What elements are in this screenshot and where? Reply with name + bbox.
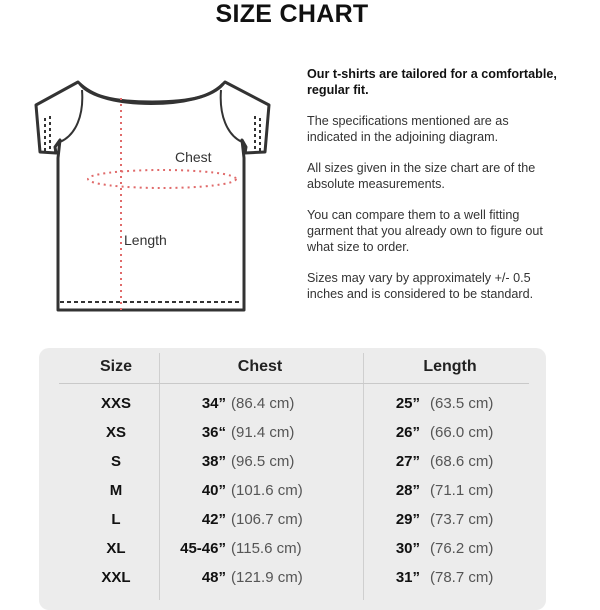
table-row <box>0 422 600 444</box>
table-row <box>0 567 600 589</box>
size-cell: M <box>109 482 123 499</box>
chest-inches-cell: 40” <box>201 482 226 499</box>
page-title: SIZE CHART <box>215 0 369 28</box>
header-length: Length <box>423 358 477 375</box>
table-row <box>0 480 600 502</box>
header-separator <box>59 383 529 384</box>
chest-inches-cell: 42” <box>201 511 226 528</box>
table-row <box>0 538 600 560</box>
size-cell: L <box>111 511 121 528</box>
length-label: Length <box>124 232 167 248</box>
length-inches-cell: 28” <box>395 482 420 499</box>
table-row <box>0 393 600 415</box>
table-divider <box>363 353 364 600</box>
description-intro: Our t-shirts are tailored for a comfortable, regular fit. <box>307 67 557 97</box>
description-paragraph: You can compare them to a well fitting garment that you already own to figure out what size to order. <box>307 208 543 254</box>
description-paragraph: All sizes given in the size chart are of the absolute measurements. <box>307 161 536 191</box>
chest-cm-cell: (101.6 cm) <box>231 482 303 499</box>
shirt-body-outline <box>36 82 269 310</box>
length-cm-cell: (71.1 cm) <box>430 482 494 499</box>
chest-label: Chest <box>175 149 212 165</box>
length-cm-cell: (78.7 cm) <box>430 569 494 586</box>
length-cm-cell: (66.0 cm) <box>430 424 494 441</box>
header-size: Size <box>99 358 132 375</box>
table-row <box>0 509 600 531</box>
chest-cm-cell: (115.6 cm) <box>231 540 302 557</box>
length-inches-cell: 26” <box>395 424 420 441</box>
chest-cm-cell: (106.7 cm) <box>231 511 303 528</box>
size-cell: XS <box>105 424 126 441</box>
length-cm-cell: (76.2 cm) <box>430 540 494 557</box>
chest-inches-cell: 34” <box>201 395 226 412</box>
length-cm-cell: (68.6 cm) <box>430 453 494 470</box>
size-cell: XXS <box>100 395 131 412</box>
tshirt-diagram <box>30 70 280 320</box>
length-cm-cell: (73.7 cm) <box>430 511 494 528</box>
length-inches-cell: 25” <box>395 395 420 412</box>
chest-cm-cell: (91.4 cm) <box>231 424 295 441</box>
length-inches-cell: 27” <box>395 453 420 470</box>
chest-inches-cell: 36“ <box>201 424 226 441</box>
size-cell: S <box>110 453 121 470</box>
header-chest: Chest <box>237 358 283 375</box>
chest-inches-cell: 48” <box>201 569 226 586</box>
description-paragraph: The specifications mentioned are as indicated in the adjoining diagram. <box>307 114 509 144</box>
table-divider <box>159 353 160 600</box>
description-paragraph: Sizes may vary by approximately +/- 0.5 inches and is considered to be standard. <box>307 271 534 301</box>
chest-cm-cell: (96.5 cm) <box>231 453 295 470</box>
table-row <box>0 451 600 473</box>
chest-cm-cell: (121.9 cm) <box>231 569 303 586</box>
size-cell: XL <box>106 540 126 557</box>
length-cm-cell: (63.5 cm) <box>430 395 494 412</box>
length-inches-cell: 29” <box>395 511 420 528</box>
description <box>307 66 557 317</box>
tshirt-outline-icon <box>30 70 280 320</box>
chest-inches-cell: 45-46” <box>180 540 226 557</box>
chest-inches-cell: 38” <box>201 453 226 470</box>
length-inches-cell: 30” <box>395 540 420 557</box>
size-cell: XXL <box>101 569 131 586</box>
length-inches-cell: 31” <box>395 569 420 586</box>
chest-cm-cell: (86.4 cm) <box>231 395 295 412</box>
